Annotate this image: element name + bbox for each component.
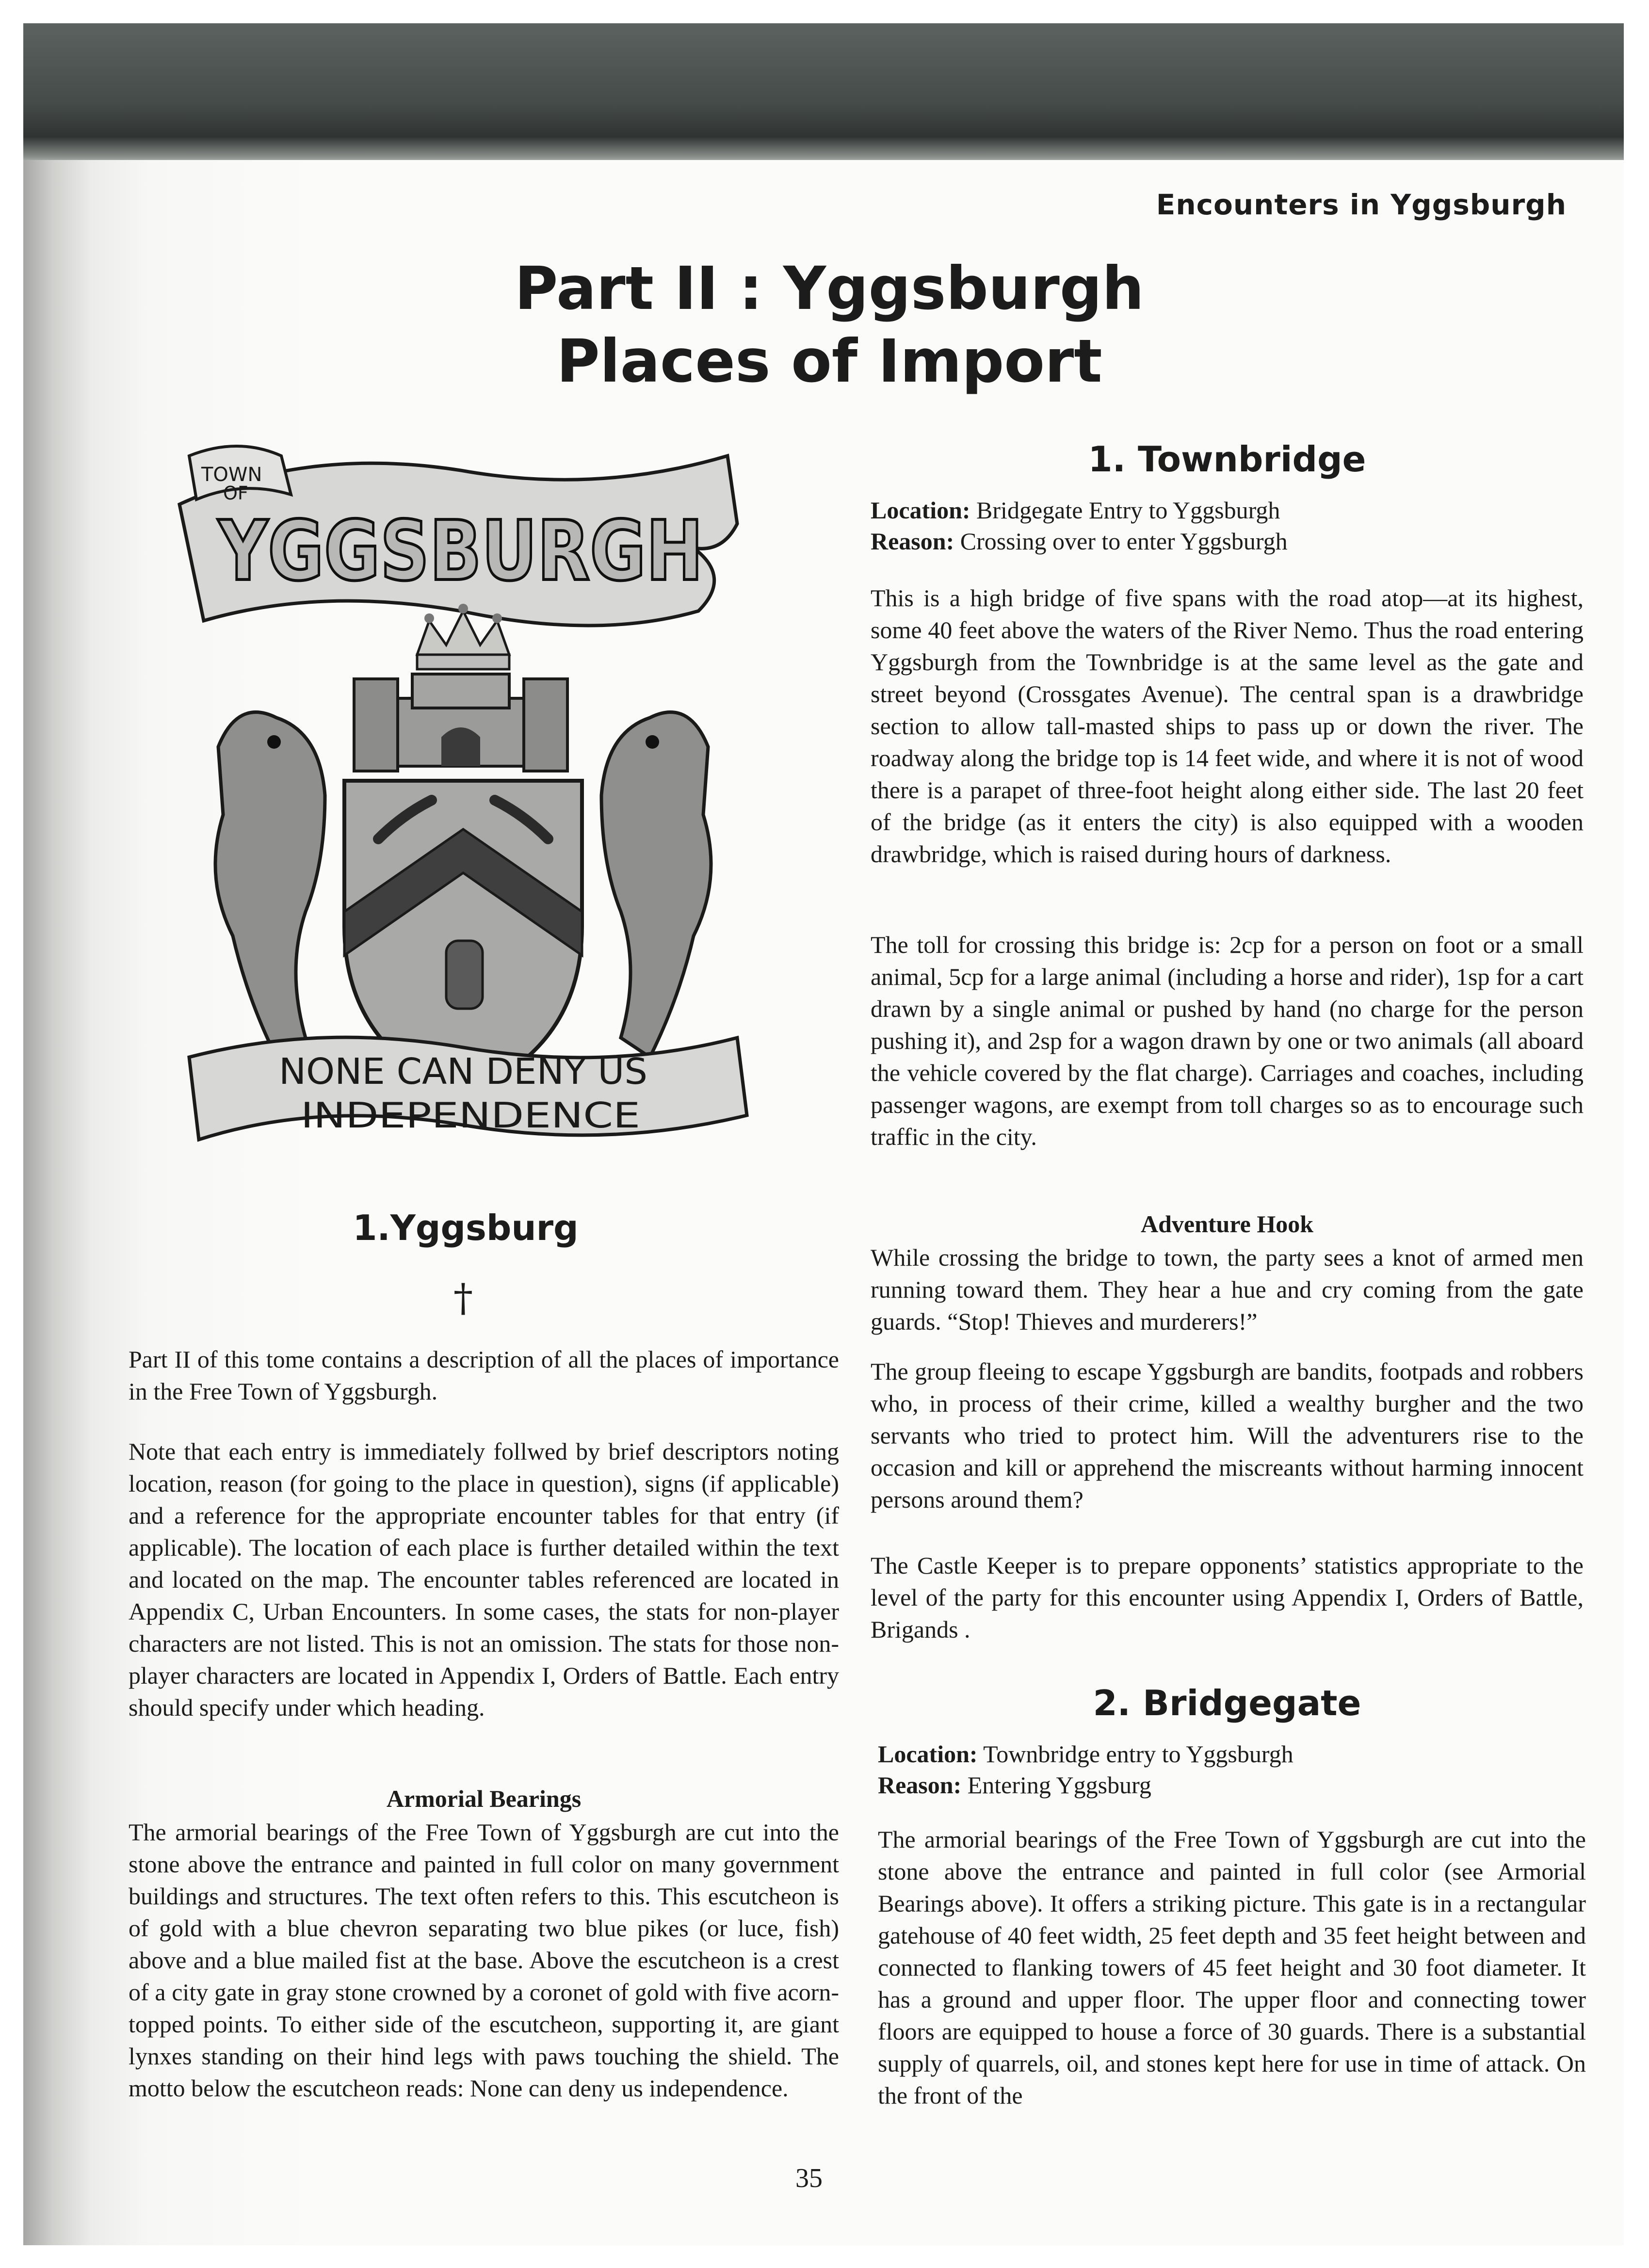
running-header: Encounters in Yggsburgh <box>1156 188 1567 221</box>
page-number: 35 <box>795 2163 823 2193</box>
adventure-hook-heading: Adventure Hook <box>1140 1210 1314 1238</box>
left-lynx-supporter <box>215 712 325 1057</box>
banner-of-text: OF <box>223 483 248 504</box>
descriptors-paragraph: Note that each entry is immediately follwed by brief descriptors noting location, reason (for going to the place in question), signs (if applicable) and a reference for the appropriate encounter tables for that entry (if applicable). The location of each place is further detailed within the text and located on the map. The encounter tables referenced are located in Appendix C, Urban Encounters. In some cases, the stats for non-player characters are not listed. This is not an omission. The stats for those non-player characters are located in Appendix I, Orders of Battle. Each entry should specify under which heading. <box>129 1438 839 1721</box>
adventure-hook-paragraph-2: The group fleeing to escape Yggsburgh are bandits, footpads and robbers who, in process of their crime, killed a wealthy burgher and the two servants who tried to protect him. Will the adventurers rise to the occasion and kill or apprehend the miscreants without harming innocent persons around them? <box>871 1358 1584 1513</box>
motto-banner <box>189 1037 747 1140</box>
part-title-line1: Part II : Yggsburgh <box>514 254 1145 323</box>
townbridge-toll-paragraph: The toll for crossing this bridge is: 2cp for a person on foot or a small animal, 5cp for a large animal (including a horse and rider), 1sp for a cart drawn by a single animal or pushed by hand (no charge for the person pushing it), and 2sp for a wagon drawn by one or two animals (all aboard the vehicle covered by the flat charge). Carriages and coaches, including passenger wagons, are exempt from toll charges so as to encourage such traffic in the city. <box>871 931 1584 1150</box>
part-title <box>417 252 1242 398</box>
intro-paragraph: Part II of this tome contains a description of all the places of importance in the Free Town of Yggsburgh. <box>129 1346 839 1405</box>
dagger-ornament: † <box>453 1275 473 1320</box>
top-banner <box>179 446 737 626</box>
banner-town-text: TOWN <box>201 464 262 486</box>
bridgegate-description-paragraph: The armorial bearings of the Free Town of Yggsburgh are cut into the stone above the entrance and painted in full color (see Armorial Bearings above). It offers a striking picture. This gate is in a rectangular gatehouse of 40 feet width, 25 feet depth and 35 feet height between and connected to flanking towers of 45 feet height and 30 foot diameter. It has a ground and upper floor. The upper floor and connecting tower floors are equipped to house a force of 30 guards. There is a substantial supply of quarrels, oil, and stones kept here for use in time of attack. On the front of the <box>878 1826 1586 2109</box>
townbridge-meta <box>871 495 1584 557</box>
townbridge-reason: Reason: Crossing over to enter Yggsburgh <box>871 528 1288 555</box>
motto-line1-text: NONE CAN DENY US <box>279 1051 647 1093</box>
coat-of-arms-illustration <box>160 427 766 1183</box>
scanner-shadow <box>23 23 1624 169</box>
bridgegate-location: Location: Townbridge entry to Yggsburgh <box>878 1740 1293 1768</box>
right-lynx-supporter <box>601 712 711 1057</box>
armorial-bearings-heading: Armorial Bearings <box>386 1785 582 1812</box>
castle-gate-crest <box>354 674 567 771</box>
motto-line2-text: INDEPENDENCE <box>301 1095 640 1136</box>
adventure-hook-paragraph-3: The Castle Keeper is to prepare opponents’ statistics appropriate to the level of the party for this encounter using Appendix I, Orders of Battle, Brigands . <box>871 1552 1584 1643</box>
section-heading-yggsburg: 1.Yggsburg <box>353 1207 579 1248</box>
section-heading-townbridge: 1. Townbridge <box>1088 439 1366 480</box>
adventure-hook-paragraph-1: While crossing the bridge to town, the party sees a knot of armed men running toward them. They hear a hue and cry coming from the gate guards. “Stop! Thieves and murderers!” <box>871 1244 1584 1335</box>
bridgegate-reason: Reason: Entering Yggsburg <box>878 1771 1151 1799</box>
section-heading-bridgegate: 2. Bridgegate <box>1093 1683 1361 1723</box>
bridgegate-meta <box>878 1738 1586 1801</box>
part-title-line2: Places of Import <box>556 327 1102 396</box>
armorial-bearings-paragraph: The armorial bearings of the Free Town of Yggsburgh are cut into the stone above the entrance and painted in full color on many government buildings and structures. The text often refers to this. This escutcheon is of gold with a blue chevron separating two blue pikes (or luce, fish) above and a blue mailed fist at the base. Above the escutcheon is a crest of a city gate in gray stone crowned by a coronet of gold with five acorn-topped points. To either side of the escutcheon, supporting it, are giant lynxes standing on their hind legs with paws touching the shield. The motto below the escutcheon reads: None can deny us independence. <box>129 1818 839 2102</box>
banner-main-text: YGGSBURGH <box>217 503 703 599</box>
townbridge-description-paragraph: This is a high bridge of five spans with the road atop—at its highest, some 40 feet above the waters of the River Nemo. Thus the road entering Yggsburgh from the Townbridge is at the same level as the gate and street beyond (Crossgates Avenue). The central span is a drawbridge section to allow tall-masted ships to pass up or down the river. The roadway along the bridge top is 14 feet wide, and where it is not of wood there is a parapet of three-foot height along either side. The last 20 feet of the bridge (as it enters the city) is also equipped with a wooden drawbridge, which is raised during hours of darkness. <box>871 584 1584 868</box>
townbridge-location: Location: Bridgegate Entry to Yggsburgh <box>871 497 1280 524</box>
